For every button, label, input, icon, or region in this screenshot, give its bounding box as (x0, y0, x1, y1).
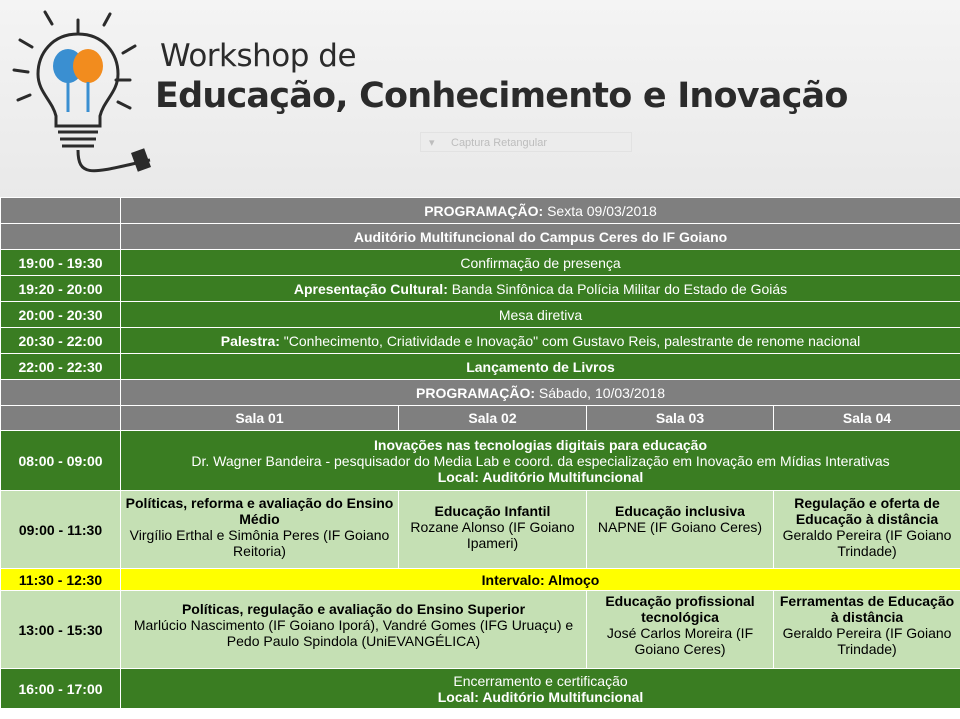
day1-venue-row (1, 224, 960, 250)
session-speakers: Geraldo Pereira (IF Goiano Trindade) (782, 527, 952, 559)
plenary-speaker: Dr. Wagner Bandeira - pesquisador do Media Lab e coord. da especialização em Inovação em Mídias Interativas (191, 452, 890, 469)
session-title: Regulação e oferta de Educação à distância (794, 495, 940, 527)
session-block-row (1, 591, 960, 669)
event-text: "Conhecimento, Criatividade e Inovação" com Gustavo Reis, palestrante de renome nacional (283, 332, 861, 349)
day1-header-row (1, 198, 960, 224)
empty-cell (1, 224, 121, 250)
time-cell: 19:00 - 19:30 (1, 250, 121, 276)
banner-title: Educação, Conhecimento e Inovação (155, 76, 848, 116)
session-speakers: Marlúcio Nascimento (IF Goiano Iporá), Vandré Gomes (IFG Uruaçu) e Pedo Paulo Spindola (UniEVANGÉLICA) (133, 617, 574, 649)
session-speakers: Virgílio Erthal e Simônia Peres (IF Goiano Reitoria) (129, 527, 390, 559)
event-banner (0, 0, 960, 197)
time-cell: 11:30 - 12:30 (1, 569, 121, 591)
time-cell: 22:00 - 22:30 (1, 354, 121, 380)
schedule-row (1, 250, 960, 276)
session-title: Educação inclusiva (615, 503, 745, 519)
schedule-row (1, 328, 960, 354)
time-cell: 16:00 - 17:00 (1, 669, 121, 709)
schedule-table (0, 197, 960, 709)
day2-header-row (1, 380, 960, 406)
time-cell: 19:20 - 20:00 (1, 276, 121, 302)
session-title: Ferramentas de Educação à distância (779, 593, 955, 625)
session-cell (587, 491, 774, 569)
break-text: Intervalo: Almoço (481, 571, 600, 588)
time-cell: 08:00 - 09:00 (1, 431, 121, 491)
room-header (121, 406, 399, 431)
capture-icon: ▾ (429, 137, 435, 149)
schedule-row (1, 302, 960, 328)
day1-header-label: PROGRAMAÇÃO: (424, 202, 544, 219)
room-header (774, 406, 960, 431)
closing-local: Local: Auditório Multifuncional (437, 688, 644, 705)
closing-cell (121, 669, 960, 709)
day1-venue-text: Auditório Multifuncional do Campus Ceres do IF Goiano (353, 228, 728, 245)
closing-row (1, 669, 960, 709)
event-cell (121, 302, 960, 328)
session-speakers: NAPNE (IF Goiano Ceres) (597, 519, 763, 535)
event-cell (121, 354, 960, 380)
day1-header-date: Sexta 09/03/2018 (547, 202, 657, 219)
event-cell (121, 328, 960, 354)
banner-subtitle: Workshop de (160, 38, 357, 74)
day2-header-date: Sábado, 10/03/2018 (538, 384, 666, 401)
session-cell (774, 591, 960, 669)
rooms-row (1, 406, 960, 431)
room-header (399, 406, 587, 431)
session-cell (774, 491, 960, 569)
event-text: Mesa diretiva (498, 306, 583, 323)
plenary-cell (121, 431, 960, 491)
day1-header (121, 198, 960, 224)
time-cell: 09:00 - 11:30 (1, 491, 121, 569)
day2-header (121, 380, 960, 406)
session-cell (121, 591, 587, 669)
session-speakers: José Carlos Moreira (IF Goiano Ceres) (606, 625, 754, 657)
event-label: Apresentação Cultural: (293, 280, 448, 297)
empty-cell (1, 198, 121, 224)
event-text: Banda Sinfônica da Polícia Militar do Estado de Goiás (451, 280, 788, 297)
room-label: Sala 03 (655, 410, 705, 426)
room-label: Sala 02 (468, 410, 517, 426)
time-cell: 20:00 - 20:30 (1, 302, 121, 328)
room-label: Sala 04 (842, 410, 892, 426)
closing-text: Encerramento e certificação (453, 672, 628, 689)
event-label: Palestra: (220, 332, 280, 349)
session-cell (587, 591, 774, 669)
session-title: Políticas, regulação e avaliação do Ensino Superior (181, 601, 526, 617)
capture-tooltip (420, 132, 632, 152)
schedule-row (1, 276, 960, 302)
session-title: Educação Infantil (434, 503, 551, 519)
capture-tooltip-label: Captura Retangular (451, 137, 548, 149)
break-cell (121, 569, 960, 591)
session-cell (121, 491, 399, 569)
session-block-row (1, 491, 960, 569)
schedule-row (1, 354, 960, 380)
session-title: Políticas, reforma e avaliação do Ensino Médio (125, 495, 394, 527)
session-speakers: Rozane Alonso (IF Goiano Ipameri) (410, 519, 575, 551)
event-cell (121, 250, 960, 276)
plenary-title: Inovações nas tecnologias digitais para educação (374, 436, 708, 453)
time-cell: 13:00 - 15:30 (1, 591, 121, 669)
day2-header-label: PROGRAMAÇÃO: (416, 384, 535, 401)
break-row (1, 569, 960, 591)
empty-cell (1, 406, 121, 431)
session-title: Educação profissional tecnológica (605, 593, 755, 625)
lightbulb-brain-icon (0, 0, 160, 197)
event-label: Lançamento de Livros (466, 358, 615, 375)
session-cell (399, 491, 587, 569)
plenary-row (1, 431, 960, 491)
plenary-local: Local: Auditório Multifuncional (437, 468, 644, 485)
empty-cell (1, 380, 121, 406)
event-text: Confirmação de presença (460, 254, 621, 271)
time-cell: 20:30 - 22:00 (1, 328, 121, 354)
session-speakers: Geraldo Pereira (IF Goiano Trindade) (782, 625, 952, 657)
day1-venue (121, 224, 960, 250)
event-cell (121, 276, 960, 302)
room-header (587, 406, 774, 431)
room-label: Sala 01 (235, 410, 284, 426)
